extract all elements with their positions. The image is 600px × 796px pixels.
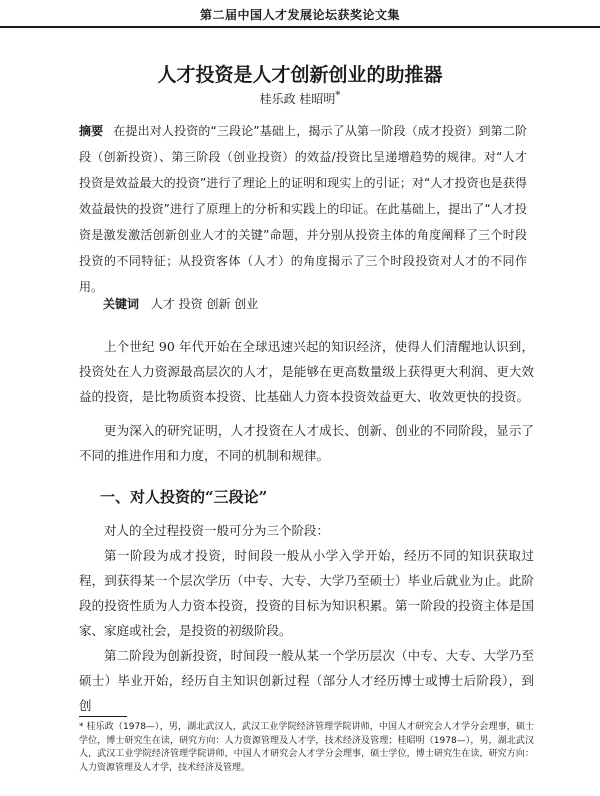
intro-paragraph-2: 更为深入的研究证明，人才投资在人才成长、创新、创业的不同阶段，显示了不同的推进作用和力度，不同的机制和规律。 — [79, 423, 534, 463]
section-1-paragraph-2: 第一阶段为成才投资，时间段一般从小学入学开始，经历不同的知识获取过程，到获得某一个层次学历（中专、大专、大学乃至硕士）毕业后就业为止。此阶段的投资性质为人力资本投资，投资的目标为知识积累。第一阶段的投资主体是国家、家庭或社会，是投资的初级阶段。 — [79, 548, 534, 638]
section-1-heading: 一、对人投资的“三段论” — [100, 488, 268, 506]
intro-paragraph-1: 上个世纪 90 年代开始在全球迅速兴起的知识经济，使得人们清醒地认识到，投资处在人力资源最高层次的人才，是能够在更高数量级上获得更大利润、更大效益的投资，是比物质资本投资、比基础人力资本投资效益更大、收效更快的投资。 — [79, 339, 534, 404]
section-1-paragraph-1: 对人的全过程投资一般可分为三个阶段： — [104, 523, 330, 538]
abstract — [79, 118, 527, 300]
author-names: 桂乐政 桂昭明 — [259, 92, 336, 106]
author-footnote: * 桂乐政（1978—），男，湖北武汉人，武汉工业学院经济管理学院讲师，中国人才研究会人才学分会理事，硕士学位，博士研究生在读，研究方向：人力资源管理及人才学，技术经济及管理；桂昭明（1978—），男，湖北武汉人，武汉工业学院经济管理学院讲师，中国人才研究会人才学分会理事，硕士学位，博士研究生在读，研究方向：人力资源管理及人才学，技术经济及管理。 — [79, 722, 534, 773]
running-header: 第二届中国人才发展论坛获奖论文集 — [199, 8, 400, 22]
header-rule — [0, 26, 600, 28]
footnote-rule — [79, 716, 127, 717]
section-1-paragraph-3: 第二阶段为创新投资，时间段一般从某一个学历层次（中专、大专、大学乃至硕士）毕业开始，经历自主知识创新过程（部分人才经历博士或博士后阶段），到创 — [79, 648, 534, 713]
article-authors — [0, 90, 600, 107]
keywords — [103, 295, 258, 312]
keywords-label: 关键词 — [103, 297, 140, 311]
keywords-text: 人才 投资 创新 创业 — [150, 297, 259, 311]
abstract-label: 摘要 — [79, 124, 104, 138]
abstract-text: 在提出对人投资的“三段论”基础上，揭示了从第一阶段（成才投资）到第二阶段（创新投资）、第三阶段（创业投资）的效益/投资比呈递增趋势的规律。对“人才投资是效益最大的投资”进行了理论上的证明和现实上的引证；对“人才投资也是获得效益最快的投资”进行了原理上的分析和实践上的印证。在此基础上，提出了“人才投资是激发激活创新创业人才的关键”命题，并分别从投资主体的角度阐释了三个时段投资的不同特征；从投资客体（人才）的角度揭示了三个时段投资对人才的不同作用。 — [79, 124, 527, 294]
author-footnote-mark: * — [335, 90, 341, 101]
article-title: 人才投资是人才创新创业的助推器 — [157, 64, 443, 86]
